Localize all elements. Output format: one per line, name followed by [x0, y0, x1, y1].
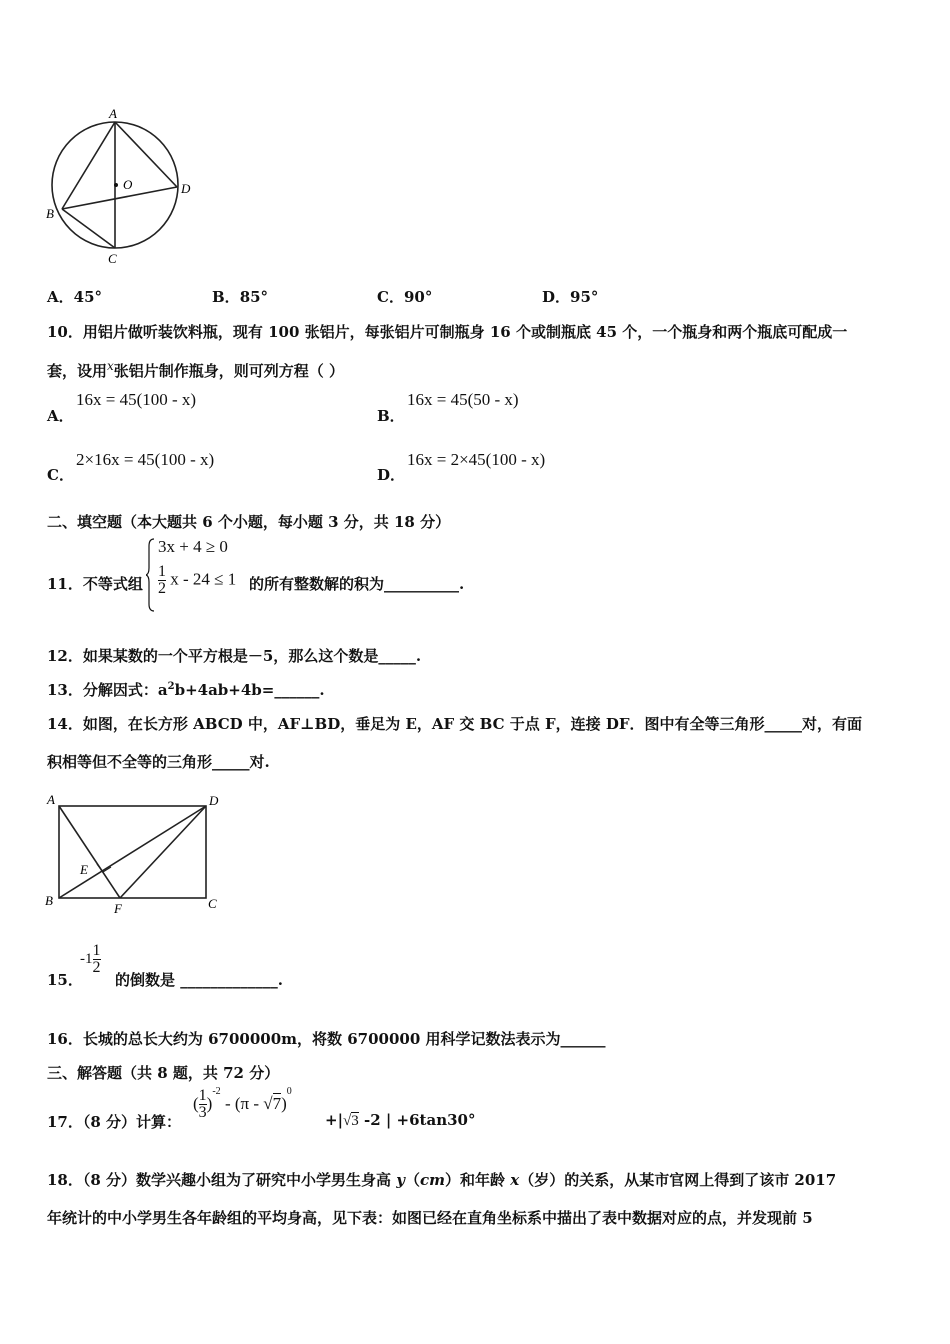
q10-option-b-eq: 16x = 45(50 - x)	[407, 390, 519, 409]
q11-inequality-2: $\frac{1}{2}$ x - 24 ≤ 1	[158, 563, 237, 597]
label-b: B	[45, 893, 53, 908]
q17-tail: +|√3 -2 | +6tan30°	[325, 1111, 476, 1129]
q12-text: 12．如果某数的一个平方根是－5，那么这个数是_____.	[47, 647, 422, 665]
q11-prefix: 11．不等式组	[47, 575, 143, 593]
q15-prefix: 15．	[47, 971, 83, 989]
rectangle-figure	[40, 788, 230, 918]
label-e: E	[80, 862, 88, 877]
q15-suffix: 的倒数是 _____________.	[115, 971, 283, 989]
q10-option-a-letter: A．	[47, 407, 74, 425]
q11-suffix: 的所有整数解的积为__________.	[249, 575, 465, 593]
q11-brace	[146, 538, 156, 612]
label-b: B	[46, 206, 54, 221]
q10-option-c-eq: 2×16x = 45(100 - x)	[76, 450, 215, 469]
q9-option-c: C．90°	[377, 288, 433, 306]
q18-line2: 年统计的中小学男生各年龄组的平均身高，见下表：如图已经在直角坐标系中描出了表中数据对应的点，并发现前 5	[47, 1209, 813, 1227]
center-point	[114, 183, 118, 187]
q10-option-c-letter: C．	[47, 466, 74, 484]
label-o: O	[123, 177, 133, 192]
q15-mixed-number: -1 $\frac{1}{2}$	[80, 942, 101, 976]
q9-option-b: B．85°	[212, 288, 269, 306]
q10-line1: 10．用铝片做听装饮料瓶，现有 100 张铝片，每张铝片可制瓶身 16 个或制瓶底 45 个，一个瓶身和两个瓶底可配成一	[47, 323, 848, 341]
q10-option-b-letter: B．	[377, 407, 405, 425]
q10-option-d-eq: 16x = 2×45(100 - x)	[407, 450, 546, 469]
q14-line1: 14．如图，在长方形 ABCD 中，AF⊥BD，垂足为 E，AF 交 BC 于点 F，连接 DF．图中有全等三角形_____对，有面	[47, 715, 862, 733]
label-f: F	[114, 901, 122, 916]
q11-inequality-1: 3x + 4 ≥ 0	[158, 537, 228, 556]
q10-option-a-eq: 16x = 45(100 - x)	[76, 390, 197, 409]
q14-line2: 积相等但不全等的三角形_____对.	[47, 753, 270, 771]
circle-figure	[40, 105, 210, 270]
label-d: D	[181, 181, 191, 196]
label-c: C	[208, 896, 217, 911]
label-d: D	[209, 793, 219, 808]
q17-expression: ( $\frac{1}{3}$ )$^{-2}$ - (π - √7)$^0$	[193, 1086, 292, 1121]
q16-text: 16．长城的总长大约为 6700000m，将数 6700000 用科学记数法表示为______	[47, 1030, 606, 1048]
label-a: A	[47, 792, 55, 807]
label-a: A	[109, 106, 117, 121]
q18-line1: 18．（8 分）数学兴趣小组为了研究中小学男生身高 y（cm）和年龄 x（岁）的关系，从某市官网上得到了该市 2017	[47, 1171, 837, 1189]
q13-text: 13．分解因式：$a^2b+4ab+4b=\_\_\_\_\_\_$.	[47, 681, 325, 699]
label-c: C	[108, 251, 117, 266]
q9-option-d: D．95°	[542, 288, 599, 306]
q9-option-a: A．45°	[47, 288, 103, 306]
q10-line2: 套，设用$^x$张铝片制作瓶身，则可列方程（ ）	[47, 359, 345, 380]
section-3-heading: 三、解答题（共 8 题，共 72 分）	[47, 1064, 280, 1082]
q17-prefix: 17．（8 分）计算：	[47, 1113, 182, 1131]
section-2-heading: 二、填空题（本大题共 6 个小题，每小题 3 分，共 18 分）	[47, 513, 451, 531]
q10-option-d-letter: D．	[377, 466, 406, 484]
